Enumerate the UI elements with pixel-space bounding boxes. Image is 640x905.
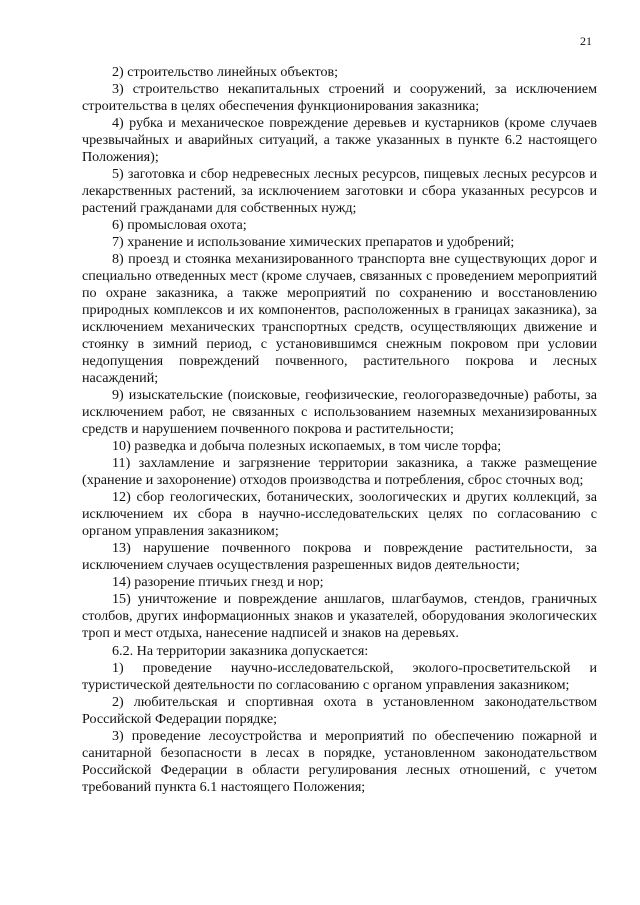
list-item: 12) сбор геологических, ботанических, зоологических и других коллекций, за исключением их сбора в научно-исследовательских целях по согласованию с органом управления заказником; xyxy=(82,489,597,539)
list-item: 3) строительство некапитальных строений и сооружений, за исключением строительства в целях обеспечения функционирования заказника; xyxy=(82,81,597,114)
list-item: 13) нарушение почвенного покрова и повреждение растительности, за исключением случаев осуществления разрешенных видов деятельности; xyxy=(82,540,597,573)
list-item: 14) разорение птичьих гнезд и нор; xyxy=(112,574,324,590)
list-item: 2) строительство линейных объектов; xyxy=(112,64,339,80)
list-item: 8) проезд и стоянка механизированного транспорта вне существующих дорог и специально отведенных мест (кроме случаев, связанных с проведением мероприятий по охране заказника, а также мероприятий по сохранению и восстановлению природных комплексов и их компонентов, расположенных в границах заказника), за исключением механических транспортных средств, осуществляющих движение и стоянку в зимний период, с установившимся снежным покровом при условии недопущения повреждений почвенного, растительного покрова и лесных насаждений; xyxy=(82,251,597,386)
list-item: 11) захламление и загрязнение территории заказника, а также размещение (хранение и захоронение) отходов производства и потребления, сброс сточных вод; xyxy=(82,455,597,488)
list-item: 4) рубка и механическое повреждение деревьев и кустарников (кроме случаев чрезвычайных и аварийных ситуаций, а также указанных в пункте 6.2 настоящего Положения); xyxy=(82,115,597,165)
list-item: 7) хранение и использование химических препаратов и удобрений; xyxy=(112,234,515,250)
list-item: 15) уничтожение и повреждение аншлагов, шлагбаумов, стендов, граничных столбов, других информационных знаков и указателей, оборудования экологических троп и мест отдыха, нанесение надписей и знаков на деревьях. xyxy=(82,591,597,641)
list-item: 6) промысловая охота; xyxy=(112,217,247,233)
list-item: 10) разведка и добыча полезных ископаемых, в том числе торфа; xyxy=(112,438,502,454)
list-item: 2) любительская и спортивная охота в установленном законодательством Российской Федерации порядке; xyxy=(82,694,597,727)
list-item: 1) проведение научно-исследовательской, эколого-просветительской и туристической деятельности по согласованию с органом управления заказником; xyxy=(82,660,597,693)
document-body xyxy=(82,64,597,796)
list-item: 9) изыскательские (поисковые, геофизические, геологоразведочные) работы, за исключением работ, не связанных с использованием наземных механизированных средств и нарушением почвенного покрова и растительности; xyxy=(82,387,597,437)
section-heading: 6.2. На территории заказника допускается: xyxy=(112,643,369,659)
page-number: 21 xyxy=(580,34,592,48)
list-item: 3) проведение лесоустройства и мероприятий по обеспечению пожарной и санитарной безопасности в лесах в порядке, установленном законодательством Российской Федерации в области регулирования лесных отношений, с учетом требований пункта 6.1 настоящего Положения; xyxy=(82,728,597,795)
list-item: 5) заготовка и сбор недревесных лесных ресурсов, пищевых лесных ресурсов и лекарственных растений, за исключением заготовки и сбора указанных ресурсов и растений гражданами для собственных нужд; xyxy=(82,166,597,216)
